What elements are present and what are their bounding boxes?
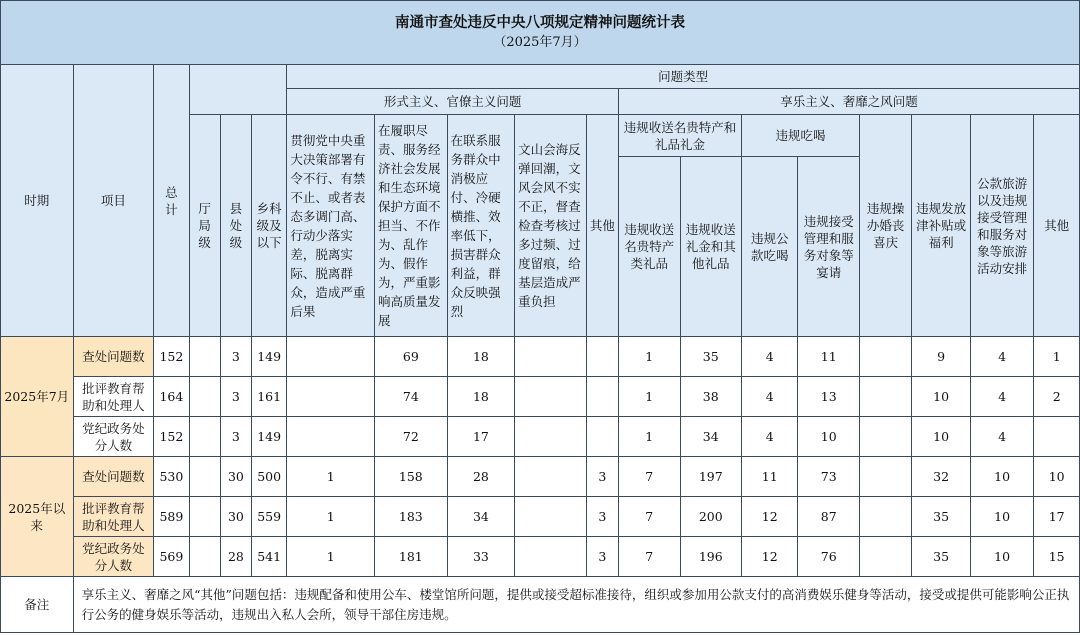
cell-wedding	[859, 337, 911, 377]
cell-xian: 3	[220, 417, 251, 457]
header-item: 项目	[73, 65, 154, 337]
header-period: 时期	[1, 65, 74, 337]
cell-f2: 74	[375, 377, 448, 417]
header-travel: 公款旅游以及违规接受管理和服务对象等旅游活动安排	[970, 115, 1034, 337]
row-item: 党纪政务处分人数	[73, 417, 154, 457]
cell-f4	[515, 417, 587, 457]
cell-xiang: 161	[252, 377, 287, 417]
cell-f3: 18	[447, 337, 515, 377]
cell-subsidy: 35	[912, 537, 970, 577]
cell-wedding	[859, 377, 911, 417]
cell-f3: 18	[447, 377, 515, 417]
cell-f2: 183	[375, 497, 448, 537]
row-item: 批评教育帮助和处理人	[73, 377, 154, 417]
cell-xian: 30	[220, 497, 251, 537]
cell-other: 1	[1034, 337, 1080, 377]
row-item: 批评教育帮助和处理人	[73, 497, 154, 537]
cell-ting	[189, 537, 220, 577]
cell-ting	[189, 337, 220, 377]
cell-gift1: 1	[619, 377, 681, 417]
cell-gift1: 7	[619, 457, 681, 497]
cell-subsidy: 10	[912, 377, 970, 417]
row-item: 查处问题数	[73, 457, 154, 497]
period-label: 2025年7月	[1, 337, 74, 457]
note-label: 备注	[1, 577, 74, 633]
cell-gift1: 7	[619, 497, 681, 537]
cell-f3: 34	[447, 497, 515, 537]
cell-wedding	[859, 417, 911, 457]
note-text: 享乐主义、奢靡之风“其他”问题包括：违规配备和使用公车、楼堂馆所问题，提供或接受超标准接待，组织或参加用公款支付的高消费娱乐健身等活动，接受或提供可能影响公正执行公务的健身娱乐等活动，违规出入私人会所，领导干部住房违规。	[73, 577, 1079, 633]
table-row	[1, 497, 1080, 537]
cell-xiang: 149	[252, 337, 287, 377]
cell-xian: 3	[220, 377, 251, 417]
header-xiang: 乡科级及以下	[252, 115, 287, 337]
cell-subsidy: 9	[912, 337, 970, 377]
header-eat-1: 违规公款吃喝	[742, 157, 798, 337]
cell-xian: 28	[220, 537, 251, 577]
cell-xiang: 149	[252, 417, 287, 457]
cell-travel: 10	[970, 537, 1034, 577]
cell-gift2: 196	[680, 537, 742, 577]
cell-f5	[586, 337, 618, 377]
cell-total: 152	[154, 337, 189, 377]
header-total: 总 计	[154, 65, 189, 337]
cell-f5: 3	[586, 497, 618, 537]
cell-eat2: 11	[798, 337, 860, 377]
header-hedonism: 享乐主义、奢靡之风问题	[619, 89, 1080, 115]
cell-f1: 1	[287, 537, 375, 577]
cell-total: 530	[154, 457, 189, 497]
cell-f5: 3	[586, 537, 618, 577]
cell-xiang: 559	[252, 497, 287, 537]
cell-other: 10	[1034, 457, 1080, 497]
header-problem-type: 问题类型	[287, 65, 1080, 89]
table-row	[1, 537, 1080, 577]
header-gift-group: 违规收送名贵特产和礼品礼金	[619, 115, 742, 157]
cell-f2: 181	[375, 537, 448, 577]
header-formalism-3: 在联系服务群众中消极应付、冷硬横推、效率低下，损害群众利益，群众反映强烈	[447, 115, 515, 337]
cell-travel: 4	[970, 417, 1034, 457]
cell-travel: 4	[970, 337, 1034, 377]
cell-subsidy: 10	[912, 417, 970, 457]
cell-eat2: 87	[798, 497, 860, 537]
title-cell	[1, 1, 1080, 65]
cell-other: 17	[1034, 497, 1080, 537]
cell-f3: 17	[447, 417, 515, 457]
cell-xian: 30	[220, 457, 251, 497]
cell-f1	[287, 417, 375, 457]
header-formalism-4: 文山会海反弹回潮，文风会风不实不正，督查检查考核过多过频、过度留痕，给基层造成严重负担	[515, 115, 587, 337]
cell-f4	[515, 337, 587, 377]
cell-wedding	[859, 457, 911, 497]
cell-total: 569	[154, 537, 189, 577]
cell-f1	[287, 337, 375, 377]
period-label: 2025年以来	[1, 457, 74, 577]
cell-eat1: 11	[742, 457, 798, 497]
cell-total: 164	[154, 377, 189, 417]
cell-eat1: 12	[742, 497, 798, 537]
cell-subsidy: 35	[912, 497, 970, 537]
header-eat-group: 违规吃喝	[742, 115, 860, 157]
cell-f5: 3	[586, 457, 618, 497]
header-formalism-2: 在履职尽责、服务经济社会发展和生态环境保护方面不担当、不作为、乱作为、假作为，严重影响高质量发展	[375, 115, 448, 337]
cell-xiang: 500	[252, 457, 287, 497]
cell-eat1: 4	[742, 377, 798, 417]
cell-gift2: 200	[680, 497, 742, 537]
cell-gift1: 1	[619, 337, 681, 377]
cell-f2: 158	[375, 457, 448, 497]
cell-eat2: 76	[798, 537, 860, 577]
cell-eat2: 73	[798, 457, 860, 497]
table-row	[1, 337, 1080, 377]
cell-travel: 4	[970, 377, 1034, 417]
cell-ting	[189, 417, 220, 457]
row-item: 查处问题数	[73, 337, 154, 377]
table-subtitle: （2025年7月）	[493, 34, 587, 50]
header-formalism-other: 其他	[586, 115, 618, 337]
header-eat-2: 违规接受管理和服务对象等宴请	[798, 157, 860, 337]
header-subsidy: 违规发放津补贴或福利	[912, 115, 970, 337]
cell-f1: 1	[287, 457, 375, 497]
cell-f4	[515, 457, 587, 497]
cell-f5	[586, 377, 618, 417]
header-hedonism-other: 其他	[1034, 115, 1080, 337]
cell-gift2: 35	[680, 337, 742, 377]
cell-f3: 28	[447, 457, 515, 497]
cell-eat2: 13	[798, 377, 860, 417]
cell-subsidy: 32	[912, 457, 970, 497]
cell-f4	[515, 497, 587, 537]
cell-f5	[586, 417, 618, 457]
cell-travel: 10	[970, 497, 1034, 537]
cell-other: 2	[1034, 377, 1080, 417]
cell-ting	[189, 497, 220, 537]
cell-f3: 33	[447, 537, 515, 577]
cell-eat1: 4	[742, 417, 798, 457]
header-xian: 县处级	[220, 115, 251, 337]
cell-f2: 72	[375, 417, 448, 457]
table-row	[1, 377, 1080, 417]
header-gift-2: 违规收送礼金和其他礼品	[680, 157, 742, 337]
header-formalism: 形式主义、官僚主义问题	[287, 89, 619, 115]
cell-ting	[189, 457, 220, 497]
cell-travel: 10	[970, 457, 1034, 497]
cell-f1: 1	[287, 497, 375, 537]
header-wedding: 违规操办婚丧喜庆	[859, 115, 911, 337]
cell-eat2: 10	[798, 417, 860, 457]
cell-other	[1034, 417, 1080, 457]
cell-total: 589	[154, 497, 189, 537]
cell-f4	[515, 537, 587, 577]
cell-total: 152	[154, 417, 189, 457]
cell-gift2: 34	[680, 417, 742, 457]
cell-f2: 69	[375, 337, 448, 377]
cell-gift2: 197	[680, 457, 742, 497]
header-gift-1: 违规收送名贵特产类礼品	[619, 157, 681, 337]
cell-xiang: 541	[252, 537, 287, 577]
cell-other: 15	[1034, 537, 1080, 577]
cell-eat1: 12	[742, 537, 798, 577]
cell-wedding	[859, 537, 911, 577]
cell-ting	[189, 377, 220, 417]
table-title: 南通市查处违反中央八项规定精神问题统计表	[395, 13, 685, 31]
cell-f4	[515, 377, 587, 417]
cell-gift2: 38	[680, 377, 742, 417]
table-row	[1, 457, 1080, 497]
table-row	[1, 417, 1080, 457]
cell-gift1: 1	[619, 417, 681, 457]
header-formalism-1: 贯彻党中央重大决策部署有令不行、有禁不止、或者表态多调门高、行动少落实差，脱离实际、脱离群众，造成严重后果	[287, 115, 375, 337]
header-ting: 厅局级	[189, 115, 220, 337]
cell-eat1: 4	[742, 337, 798, 377]
cell-xian: 3	[220, 337, 251, 377]
cell-f1	[287, 377, 375, 417]
header-level-blank	[189, 65, 287, 115]
row-item: 党纪政务处分人数	[73, 537, 154, 577]
cell-wedding	[859, 497, 911, 537]
cell-gift1: 7	[619, 537, 681, 577]
